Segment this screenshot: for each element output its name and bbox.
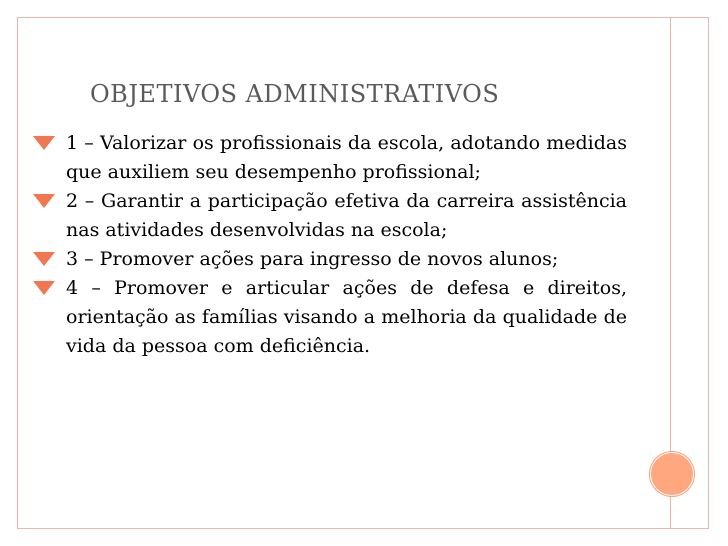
down-triangle-icon: [33, 281, 55, 295]
list-item: [33, 129, 627, 187]
list-item-text: 1 – Valorizar os profissionais da escola, adotando medidas que auxiliem seu desempenho profissional;: [66, 132, 627, 183]
slide-title: OBJETIVOS ADMINISTRATIVOS: [90, 80, 500, 108]
list-item: [33, 187, 627, 245]
list-item-text: 2 – Garantir a participação efetiva da carreira assistência nas atividades desenvolvidas na escola;: [66, 190, 627, 241]
decorative-circle: [650, 452, 694, 496]
down-triangle-icon: [33, 136, 55, 150]
list-item-text: 3 – Promover ações para ingresso de novos alunos;: [66, 248, 559, 270]
list-item: [33, 274, 627, 361]
objectives-list: [33, 129, 627, 361]
list-item-text: 4 – Promover e articular ações de defesa e direitos, orientação as famílias visando a melhoria da qualidade de vida da pessoa com deficiência.: [66, 277, 627, 357]
down-triangle-icon: [33, 252, 55, 266]
down-triangle-icon: [33, 194, 55, 208]
list-item: [33, 245, 627, 274]
